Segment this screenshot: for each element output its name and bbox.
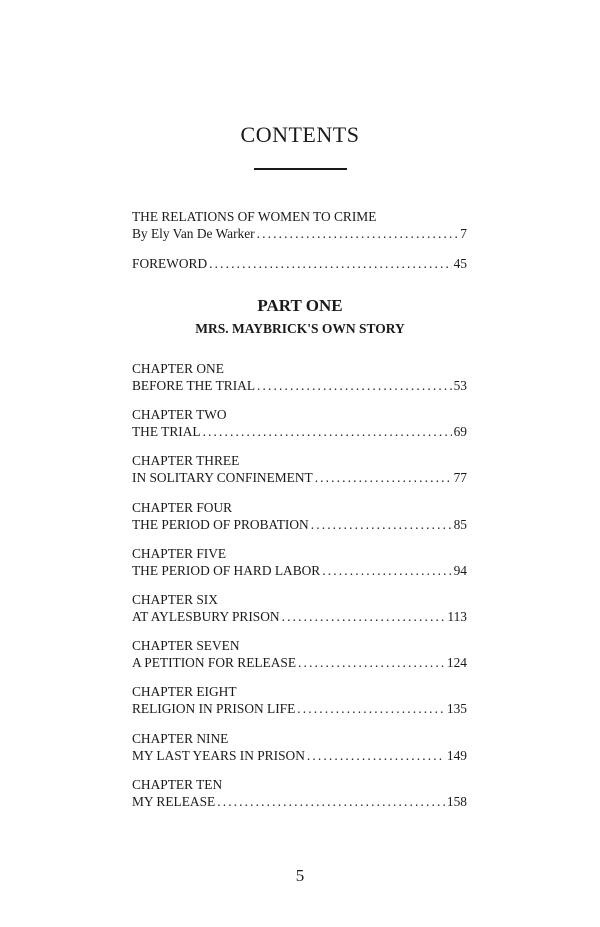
- toc-entry-title: FOREWORD: [132, 256, 208, 271]
- chapter-page: 149: [446, 748, 467, 763]
- chapter-title: MY LAST YEARS IN PRISON: [132, 748, 305, 763]
- chapter-line: [132, 608, 467, 625]
- toc-chapter-2[interactable]: [132, 406, 467, 440]
- toc-entry-page: 7: [460, 226, 467, 241]
- chapter-title: THE TRIAL: [132, 424, 201, 439]
- toc-entry-women-crime[interactable]: [132, 208, 467, 242]
- dot-leader: [209, 255, 451, 272]
- chapter-title: MY RELEASE: [132, 794, 216, 809]
- chapter-label: CHAPTER NINE: [132, 731, 229, 746]
- chapter-line: [132, 562, 467, 579]
- dot-leader: [203, 423, 452, 440]
- dot-leader: [297, 700, 445, 717]
- dot-leader: [315, 469, 452, 486]
- chapter-label: CHAPTER TWO: [132, 407, 227, 422]
- dot-leader: [257, 377, 452, 394]
- chapter-page: 94: [453, 563, 467, 578]
- page-number: 5: [295, 866, 305, 885]
- page-title: CONTENTS: [240, 122, 360, 147]
- chapter-title: THE PERIOD OF HARD LABOR: [132, 563, 321, 578]
- toc-entry-page: 45: [453, 256, 467, 271]
- chapter-label: CHAPTER FIVE: [132, 546, 227, 561]
- toc-chapter-3[interactable]: [132, 452, 467, 486]
- toc-chapter-5[interactable]: [132, 545, 467, 579]
- chapter-label: CHAPTER FOUR: [132, 500, 233, 515]
- title-rule: [254, 168, 347, 170]
- chapter-label: CHAPTER SEVEN: [132, 638, 240, 653]
- dot-leader: [282, 608, 446, 625]
- dot-leader: [322, 562, 451, 579]
- toc-chapter-10[interactable]: [132, 776, 467, 810]
- chapter-page: 124: [446, 655, 467, 670]
- chapter-line: [132, 700, 467, 717]
- chapter-title: THE PERIOD OF PROBATION: [132, 517, 309, 532]
- toc-chapter-6[interactable]: [132, 591, 467, 625]
- chapter-label: CHAPTER ONE: [132, 361, 224, 376]
- toc-chapter-7[interactable]: [132, 637, 467, 671]
- part-subtitle: MRS. MAYBRICK'S OWN STORY: [195, 321, 405, 336]
- chapter-title: IN SOLITARY CONFINEMENT: [132, 470, 313, 485]
- toc-chapter-8[interactable]: [132, 683, 467, 717]
- toc-entry-line: [132, 225, 467, 242]
- chapter-title: RELIGION IN PRISON LIFE: [132, 701, 296, 716]
- chapter-line: [132, 423, 467, 440]
- chapter-page: 77: [453, 470, 467, 485]
- chapter-label: CHAPTER TEN: [132, 777, 223, 792]
- chapter-page: 113: [447, 609, 467, 624]
- chapter-line: [132, 747, 467, 764]
- chapter-page: 85: [453, 517, 467, 532]
- toc-chapter-1[interactable]: [132, 360, 467, 394]
- dot-leader: [217, 793, 445, 810]
- chapter-page: 135: [446, 701, 467, 716]
- toc-entry-line: [132, 255, 467, 272]
- chapter-title: A PETITION FOR RELEASE: [132, 655, 297, 670]
- chapter-title: BEFORE THE TRIAL: [132, 378, 255, 393]
- chapter-line: [132, 793, 467, 810]
- dot-leader: [298, 654, 445, 671]
- chapter-label: CHAPTER THREE: [132, 453, 240, 468]
- part-title: PART ONE: [257, 296, 343, 315]
- chapter-line: [132, 377, 467, 394]
- chapter-line: [132, 516, 467, 533]
- dot-leader: [257, 225, 459, 242]
- dot-leader: [307, 747, 445, 764]
- toc-entry-label: THE RELATIONS OF WOMEN TO CRIME: [132, 209, 377, 224]
- toc-chapter-4[interactable]: [132, 499, 467, 533]
- toc-chapter-9[interactable]: [132, 730, 467, 764]
- chapter-label: CHAPTER SIX: [132, 592, 218, 607]
- chapter-title: AT AYLESBURY PRISON: [132, 609, 280, 624]
- dot-leader: [311, 516, 452, 533]
- chapter-page: 158: [446, 794, 467, 809]
- chapter-label: CHAPTER EIGHT: [132, 684, 237, 699]
- chapter-line: [132, 469, 467, 486]
- chapter-line: [132, 654, 467, 671]
- toc-entry-title: By Ely Van De Warker: [132, 226, 255, 241]
- chapter-page: 69: [453, 424, 467, 439]
- chapter-page: 53: [453, 378, 467, 393]
- toc-entry-foreword[interactable]: [132, 255, 467, 272]
